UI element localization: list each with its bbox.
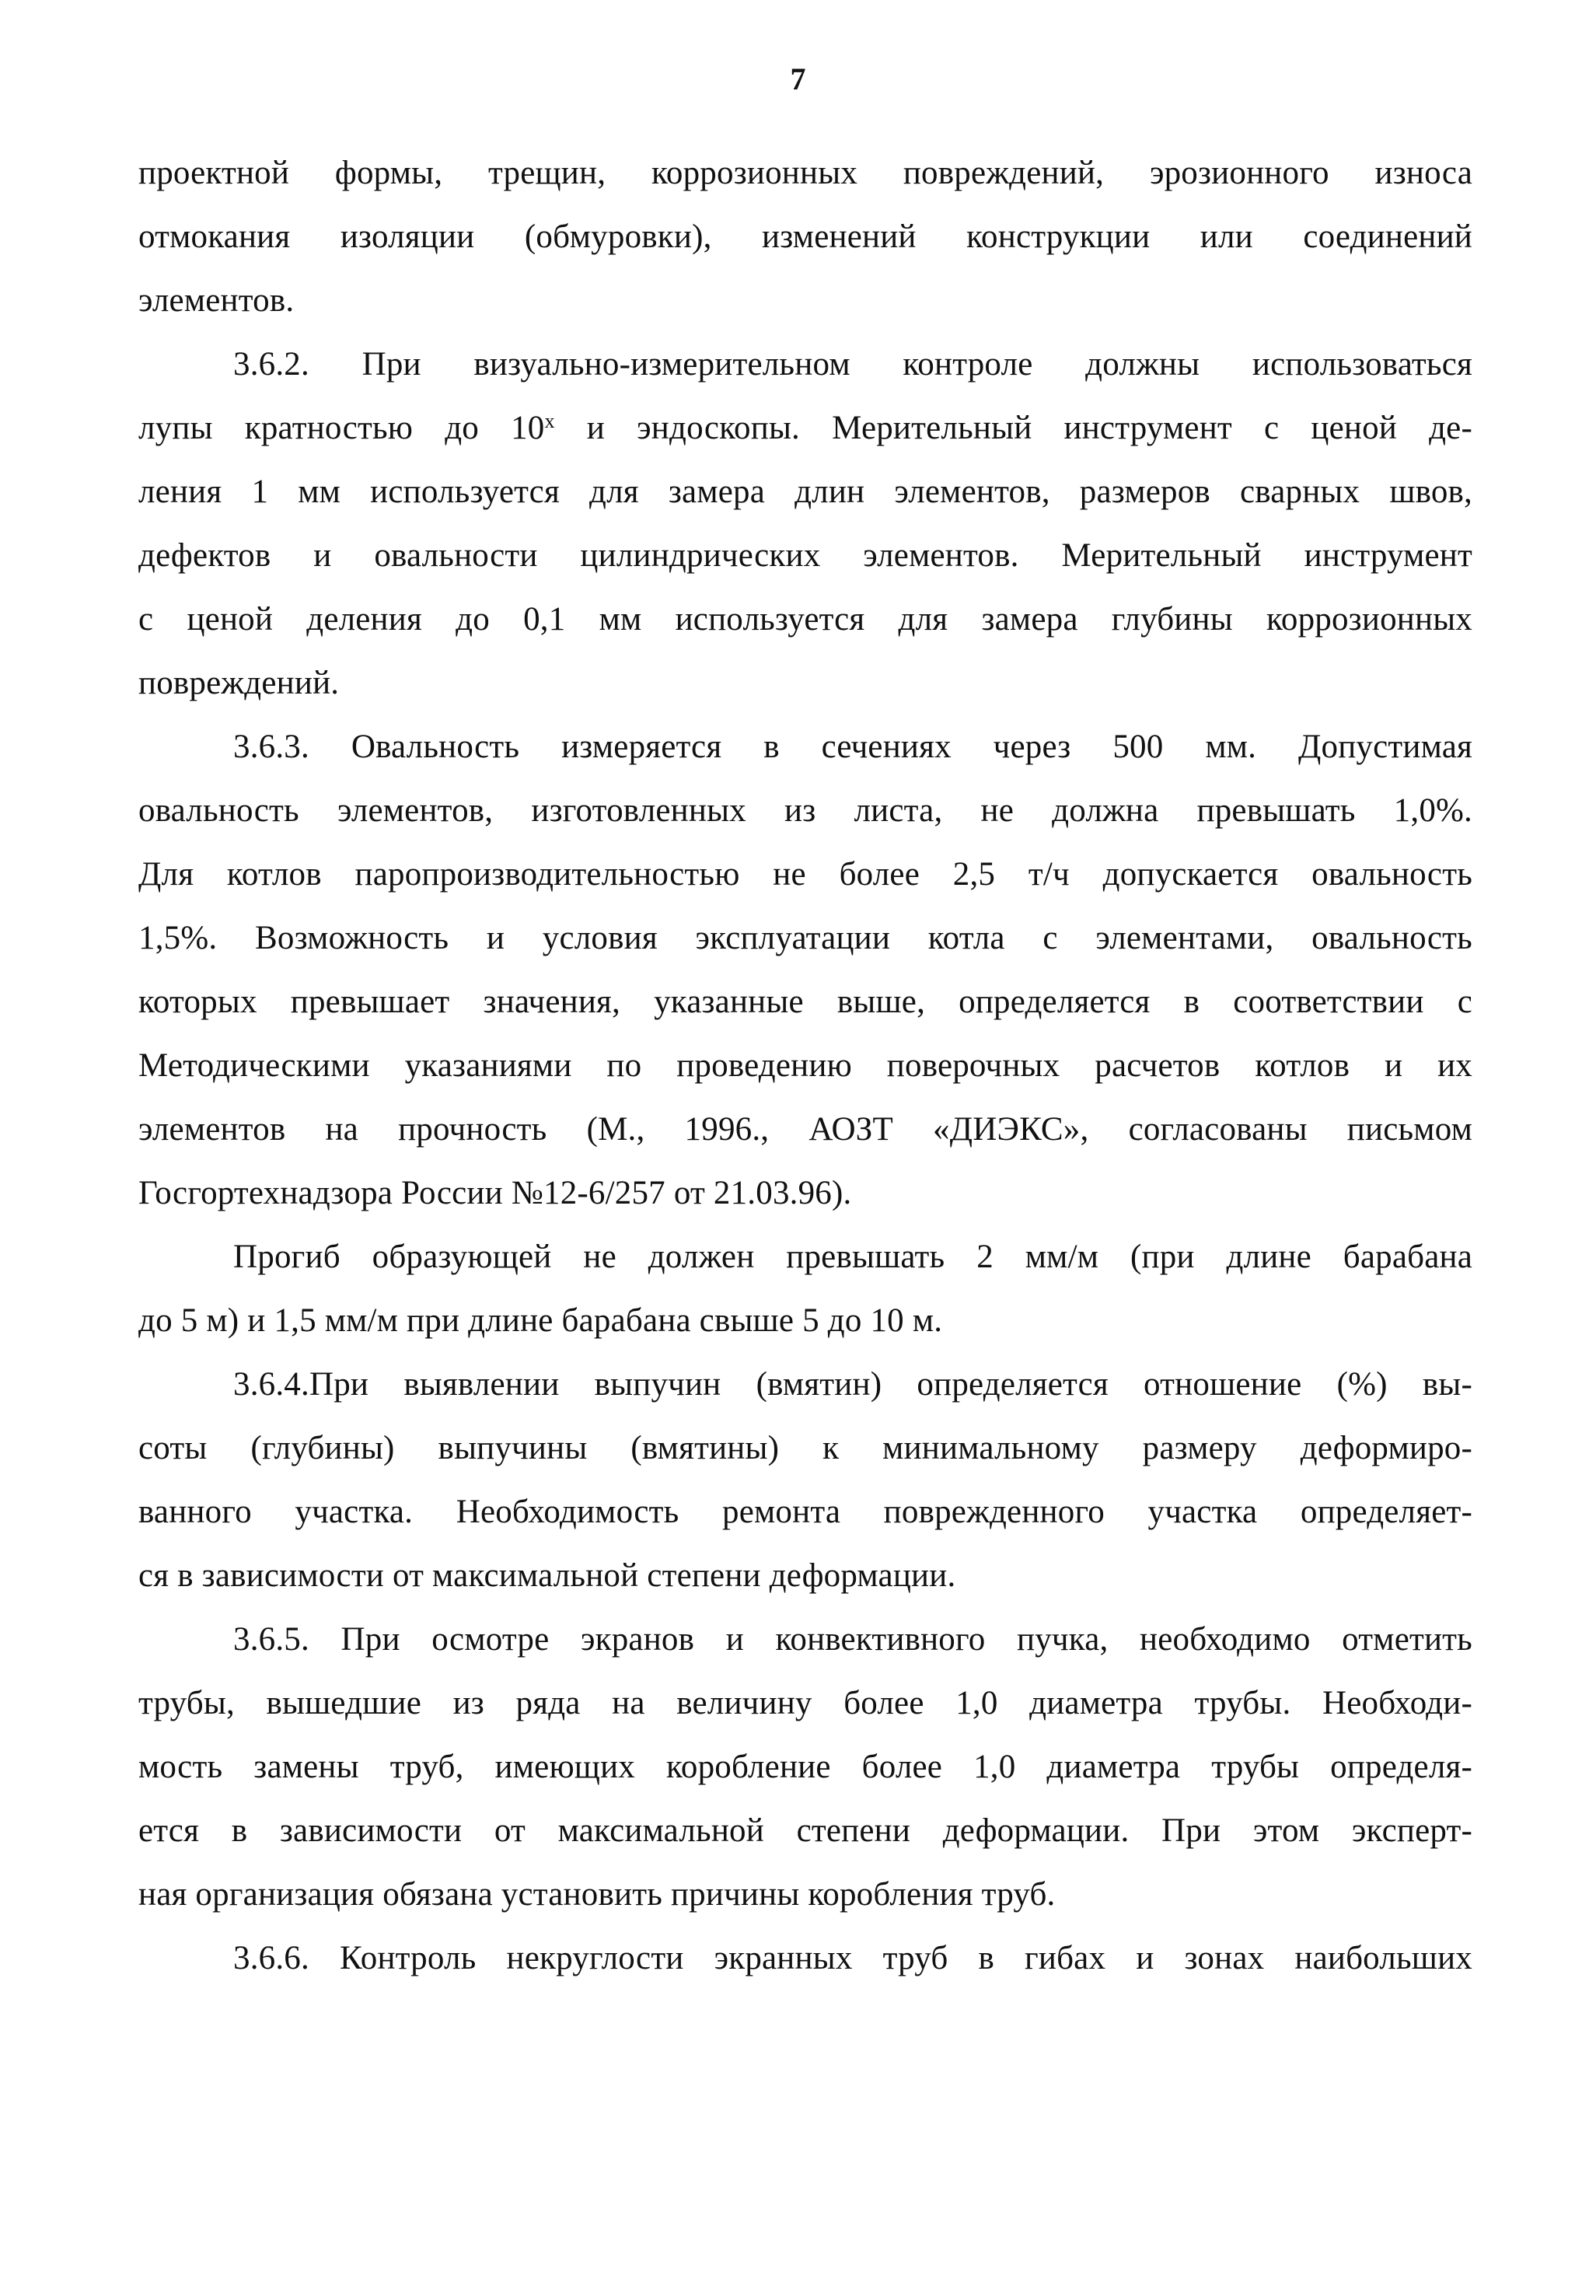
text-line: Для котлов паропроизводительностью не более 2,5 т/ч допускается овальность <box>138 856 1472 893</box>
text-line: овальность элементов, изготовленных из листа, не должна превышать 1,0%. <box>138 792 1472 829</box>
text-line: 3.6.3. Овальность измеряется в сечениях через 500 мм. Допустимая <box>233 729 1472 765</box>
text-line: Госгортехнадзора России №12-6/257 от 21.03.96). <box>138 1175 852 1211</box>
paragraph-3-6-4 <box>138 1353 1472 1608</box>
text-line: с ценой деления до 0,1 мм используется для замера глубины коррозионных <box>138 601 1472 638</box>
page-number: 7 <box>790 61 806 96</box>
text-line: элементов. <box>138 282 295 319</box>
text-line: 3.6.2. При визуально-измерительном контроле должны использоваться <box>233 346 1472 383</box>
text-line: соты (глубины) выпучины (вмятины) к минимальному размеру деформиро- <box>138 1430 1472 1466</box>
paragraph-3-6-2 <box>138 333 1472 715</box>
text-line: ная организация обязана установить причины коробления труб. <box>138 1876 1056 1913</box>
paragraph-deflection <box>138 1225 1472 1353</box>
text-line: отмокания изоляции (обмуровки), изменений конструкции или соединений <box>138 218 1472 255</box>
text-line: до 5 м) и 1,5 мм/м при длине барабана свыше 5 до 10 м. <box>138 1302 943 1339</box>
text-line: Методическими указаниями по проведению поверочных расчетов котлов и их <box>138 1047 1472 1084</box>
text-line: ванного участка. Необходимость ремонта поврежденного участка определяет- <box>138 1494 1472 1530</box>
text-line: ется в зависимости от максимальной степени деформации. При этом эксперт- <box>138 1812 1472 1849</box>
text-line: 3.6.6. Контроль некруглости экранных труб в гибах и зонах наибольших <box>233 1940 1472 1976</box>
text-line: повреждений. <box>138 665 340 701</box>
paragraph-3-6-5 <box>138 1608 1472 1927</box>
text-line: элементов на прочность (М., 1996., АОЗТ «ДИЭКС», согласованы письмом <box>138 1111 1472 1148</box>
body-text <box>138 142 1472 1990</box>
magnification-superscript: x <box>544 410 555 432</box>
text-line: 3.6.5. При осмотре экранов и конвективного пучка, необходимо отметить <box>233 1621 1472 1658</box>
text-fragment: и эндоскопы. Мерительный инструмент с ценой де- <box>554 410 1472 446</box>
paragraph-3-6-6 <box>138 1927 1472 1990</box>
text-line: 3.6.4.При выявлении выпучин (вмятин) определяется отношение (%) вы- <box>233 1366 1472 1403</box>
text-line: проектной формы, трещин, коррозионных повреждений, эрозионного износа <box>138 155 1472 191</box>
text-line: ся в зависимости от максимальной степени деформации. <box>138 1557 956 1594</box>
paragraph-continuation <box>138 142 1472 333</box>
text-line <box>138 397 1472 460</box>
text-line: трубы, вышедшие из ряда на величину более 1,0 диаметра трубы. Необходи- <box>138 1685 1472 1721</box>
text-line: которых превышает значения, указанные выше, определяется в соответствии с <box>138 984 1472 1020</box>
text-line: Прогиб образующей не должен превышать 2 мм/м (при длине барабана <box>233 1239 1472 1275</box>
text-line: 1,5%. Возможность и условия эксплуатации котла с элементами, овальность <box>138 920 1472 956</box>
text-fragment: лупы кратностью до 10 <box>138 410 545 446</box>
text-line: ления 1 мм используется для замера длин элементов, размеров сварных швов, <box>138 474 1472 510</box>
text-line: дефектов и овальности цилиндрических элементов. Мерительный инструмент <box>138 537 1472 574</box>
text-line: мость замены труб, имеющих коробление более 1,0 диаметра трубы определя- <box>138 1749 1472 1785</box>
paragraph-3-6-3 <box>138 715 1472 1225</box>
